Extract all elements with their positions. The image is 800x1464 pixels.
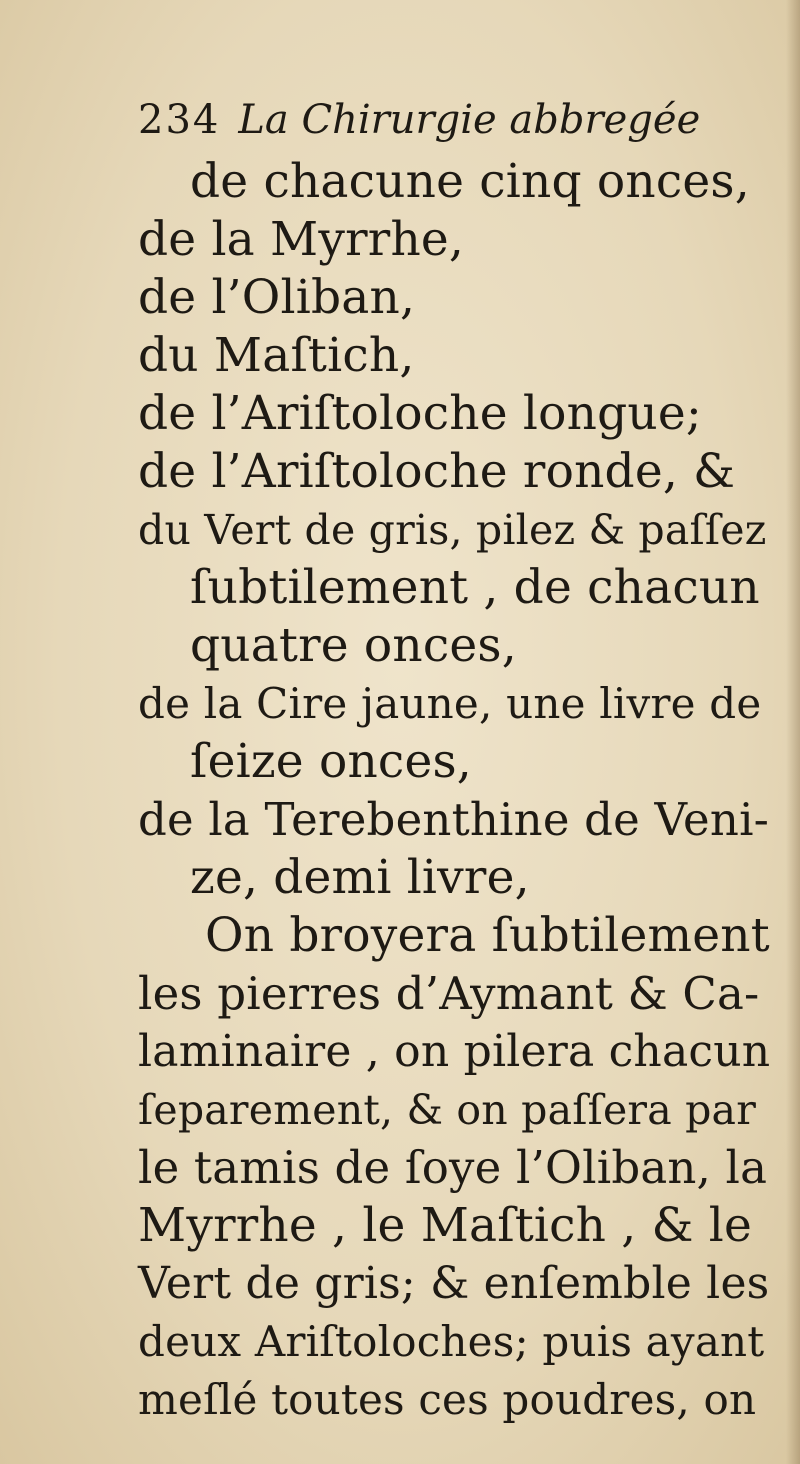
text-line: meſlé toutes ces poudres, on <box>138 1375 757 1424</box>
page-header <box>138 92 700 148</box>
text-line: de la Terebenthine de Veni- <box>138 793 770 846</box>
text-line: ſeparement, & on paſſera par <box>138 1086 756 1134</box>
text-line: de l’Ariſtoloche longue; <box>138 386 702 441</box>
text-line: laminaire , on pilera chacun <box>138 1026 771 1077</box>
text-line: du Vert de gris, pilez & paſſez <box>138 506 767 554</box>
text-line: de la Cire jaune, une livre de <box>138 679 762 728</box>
text-line: de l’Ariſtoloche ronde, & <box>138 444 736 499</box>
page-edge-shadow <box>786 0 800 1464</box>
text-line: On broyera ſubtilement <box>205 908 770 963</box>
text-line: ze, demi livre, <box>190 850 530 905</box>
text-line: du Maſtich, <box>138 328 415 383</box>
text-line: les pierres d’Aymant & Ca- <box>138 967 760 1020</box>
text-line: de l’Oliban, <box>138 270 416 325</box>
text-line: deux Ariſtoloches; puis ayant <box>138 1317 765 1366</box>
running-title: La Chirurgie abbregée <box>238 97 701 143</box>
text-line: ſeize onces, <box>190 734 472 789</box>
page-number: 234 <box>138 97 221 143</box>
text-line: de chacune cinq onces, <box>190 154 750 209</box>
text-line: le tamis de ſoye l’Oliban, la <box>138 1141 768 1194</box>
text-line: quatre onces, <box>190 618 517 673</box>
text-line: Vert de gris; & enſemble les <box>138 1258 770 1309</box>
text-line: de la Myrrhe, <box>138 212 465 267</box>
text-line: Myrrhe , le Maſtich , & le <box>138 1198 752 1253</box>
text-line: ſubtilement , de chacun <box>190 560 760 615</box>
